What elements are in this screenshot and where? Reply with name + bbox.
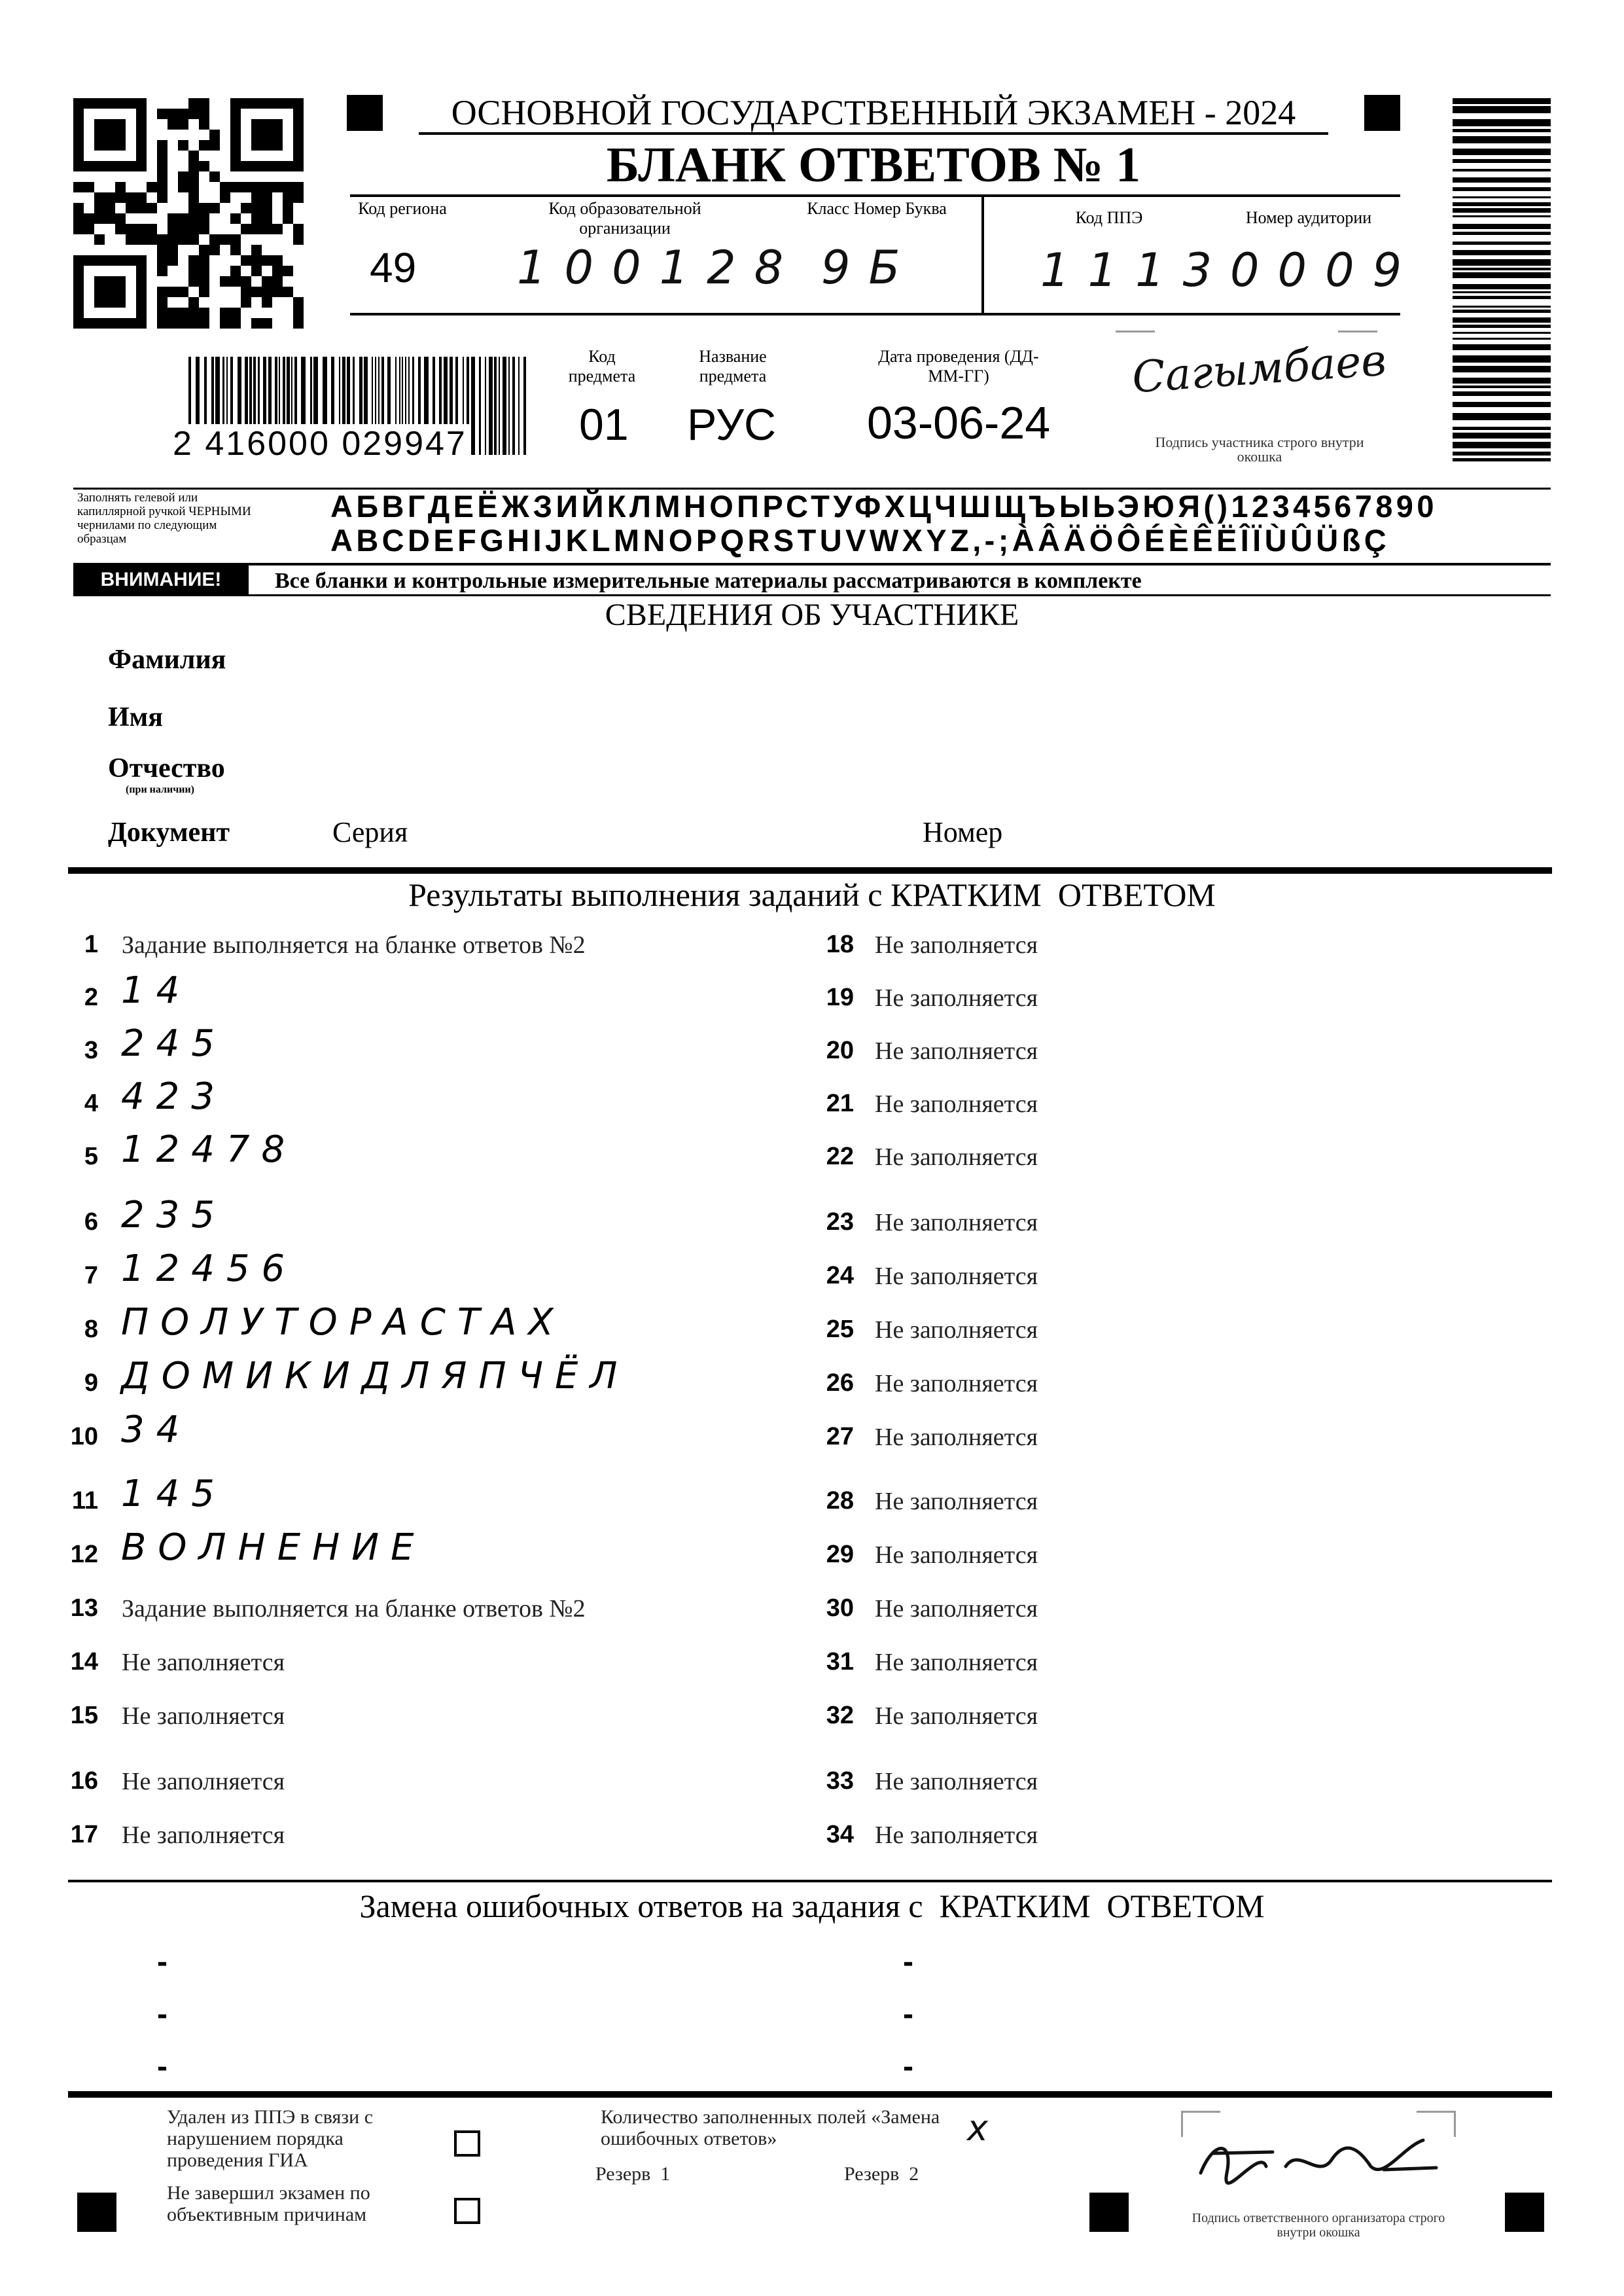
answer-number: 1 [84,931,98,958]
registration-mark-top-left [347,95,383,131]
signature-corner [1181,2111,1220,2113]
sample-instruction: Заполнять гелевой или капиллярной ручкой ЧЕРНЫМИ чернилами по следующим образцам [77,491,251,546]
not-finished-label: Не завершил экзамен по объективным причинам [167,2182,370,2225]
room-value: 0009 [1230,243,1421,297]
answer-row [815,1423,1403,1469]
surname-label: Фамилия [108,645,226,675]
answer-number: 24 [826,1262,854,1289]
replacement-field[interactable]: - [903,1945,913,1979]
document-label: Документ [108,817,230,848]
answer-handwritten[interactable]: ДОМИКИДЛЯПЧЁЛ [121,1355,629,1397]
subject-name-value: РУС [687,400,777,450]
answer-status-text: Не заполняется [875,1090,1038,1118]
answer-row [815,1541,1403,1587]
replacement-field[interactable]: - [903,2049,913,2084]
answer-row [815,1143,1403,1189]
answer-row [815,1262,1403,1308]
answer-handwritten[interactable]: 245 [121,1022,226,1065]
answer-handwritten[interactable]: 423 [121,1075,226,1118]
answer-number: 33 [826,1767,854,1795]
org-label: Код образовательной организации [548,199,701,238]
answer-number: 20 [826,1037,854,1064]
signature-corner [1116,331,1155,332]
registration-mark-bottom-center [1089,2193,1129,2232]
answer-row [59,1594,759,1640]
form-title: БЛАНК ОТВЕТОВ № 1 [606,137,1141,192]
answer-row [815,931,1403,977]
answer-number: 15 [70,1702,98,1729]
answer-row [815,1821,1403,1867]
answer-row [59,1128,759,1189]
answer-row [815,1037,1403,1083]
answer-number: 31 [826,1648,854,1676]
answer-number: 14 [70,1648,98,1676]
answer-number: 10 [70,1423,98,1450]
answer-handwritten[interactable]: ВОЛНЕНИЕ [121,1526,426,1569]
answer-status-text: Задание выполняется на бланке ответов №2 [122,1595,586,1623]
answer-number: 7 [84,1262,98,1289]
patronymic-note: (при наличии) [126,784,195,795]
sample-row-cyrillic: АБВГДЕЁЖЗИЙКЛМНОПРСТУФХЦЧШЩЪЫЬЭЮЯ()1234567890 [330,489,1438,524]
subject-code-value: 01 [579,400,629,450]
answer-status-text: Не заполняется [875,1263,1038,1290]
patronymic-label: Отчество [108,753,225,783]
fields-top-rule [350,194,1400,197]
ppe-value: 1113 [1040,243,1231,297]
answer-row [59,1767,759,1813]
fields-divider [981,194,984,315]
answer-handwritten[interactable]: 14 [121,969,192,1012]
class-value: 9Б [821,241,919,295]
series-label: Серия [332,816,408,848]
side-barcode [1453,98,1551,471]
answer-row [815,1767,1403,1813]
answer-status-text: Не заполняется [875,1316,1038,1344]
answer-handwritten[interactable]: 34 [121,1408,192,1451]
answer-number: 2 [84,984,98,1011]
organizer-signature-box[interactable] [1181,2111,1456,2209]
qr-code [73,98,304,329]
number-label: Номер [923,816,1003,848]
answer-status-text: Не заполняется [875,1821,1038,1849]
participant-signature-caption: Подпись участника строго внутри окошка [1155,434,1364,465]
answer-status-text: Не заполняется [875,1702,1038,1730]
replacement-field[interactable]: - [157,1945,168,1979]
answer-number: 21 [826,1090,854,1117]
answer-number: 28 [826,1487,854,1515]
organizer-signature-scribble [1188,2121,1449,2199]
footer-top-rule [68,2091,1552,2098]
registration-mark-top-right [1364,95,1400,131]
answer-number: 17 [70,1821,98,1848]
answer-number: 26 [826,1369,854,1397]
answer-status-text: Не заполняется [122,1821,285,1849]
date-value: 03-06-24 [867,397,1051,448]
answer-status-text: Не заполняется [875,1143,1038,1171]
signature-corner [1454,2111,1456,2137]
answer-status-text: Не заполняется [875,1370,1038,1397]
warning-text: Все бланки и контрольные измерительные материалы рассматриваются в комплекте [275,569,1142,593]
answer-handwritten[interactable]: 12456 [121,1247,297,1290]
ppe-label: Код ППЭ [1075,208,1143,227]
answer-number: 3 [84,1037,98,1064]
signature-corner [1417,2111,1456,2113]
answer-number: 13 [70,1594,98,1622]
answer-row [815,1090,1403,1136]
room-label: Номер аудитории [1245,208,1372,227]
answer-row [815,1702,1403,1748]
warning-bottom-rule [73,594,1551,596]
answer-number: 23 [826,1208,854,1236]
answer-row [815,984,1403,1030]
subject-code-label: Код предмета [568,347,636,386]
answer-handwritten[interactable]: 12478 [121,1128,297,1171]
participant-signature-box[interactable] [1116,331,1388,429]
removed-label: Удален из ППЭ в связи с нарушением порядка проведения ГИА [167,2106,374,2171]
answer-number: 16 [70,1767,98,1795]
signature-corner [1338,331,1377,332]
date-label: Дата проведения (ДД-ММ-ГГ) [878,347,1039,386]
sample-row-latin: ABCDEFGHIJKLMNOPQRSTUVWXYZ,-;ÀÂÄÖÔÉÈÊËÎÏÙÛÜßÇ [330,523,1390,558]
results-title: Результаты выполнения заданий с КРАТКИМ ОТВЕТОМ [408,876,1216,913]
answer-number: 19 [826,984,854,1011]
answer-status-text: Не заполняется [875,1488,1038,1515]
warning-top-rule [73,563,1551,565]
answer-number: 4 [84,1090,98,1117]
answer-status-text: Не заполняется [122,1702,285,1730]
answer-row [815,1594,1403,1640]
answer-row [59,1648,759,1694]
warning-badge: ВНИМАНИЕ! [73,565,249,594]
answer-row [59,1702,759,1748]
replacement-count-value: x [967,2108,988,2149]
not-finished-checkbox[interactable] [454,2198,480,2224]
answer-status-text: Не заполняется [875,1037,1038,1065]
answer-number: 30 [826,1594,854,1622]
answer-row [59,1526,759,1587]
organizer-signature-caption: Подпись ответственного организатора строго внутри окошка [1192,2211,1445,2240]
answer-status-text: Не заполняется [875,1541,1038,1569]
answer-status-text: Не заполняется [875,1768,1038,1795]
name-label: Имя [108,702,163,732]
answer-handwritten[interactable]: 235 [121,1194,226,1236]
answer-status-text: Не заполняется [875,1209,1038,1236]
org-value: 100128 [517,241,802,295]
removed-checkbox[interactable] [454,2130,480,2157]
class-label: Класс Номер Буква [807,199,947,218]
answer-number: 5 [84,1143,98,1170]
answer-row [59,1821,759,1867]
answer-number: 25 [826,1316,854,1343]
answer-number: 27 [826,1423,854,1450]
replacement-field[interactable]: - [903,1997,913,2032]
answer-status-text: Задание выполняется на бланке ответов №2 [122,931,586,959]
answer-number: 9 [84,1369,98,1397]
answer-number: 12 [70,1541,98,1568]
answer-status-text: Не заполняется [875,1595,1038,1623]
answer-status-text: Не заполняется [122,1768,285,1795]
answer-row [815,1648,1403,1694]
registration-mark-bottom-left [77,2193,116,2232]
answer-number: 34 [826,1821,854,1848]
answer-number: 22 [826,1143,854,1170]
answer-row [815,1369,1403,1415]
answer-number: 11 [71,1487,98,1515]
region-label: Код региона [358,199,447,218]
reserve-1-label: Резерв 1 [595,2163,671,2185]
replacement-count-label: Количество заполненных полей «Замена ошибочных ответов» [601,2106,940,2149]
answer-row [815,1208,1403,1254]
answer-status-text: Не заполняется [875,931,1038,959]
answer-handwritten[interactable]: ПОЛУТОРАСТАХ [121,1301,565,1344]
answer-number: 29 [826,1541,854,1568]
participant-section-title: СВЕДЕНИЯ ОБ УЧАСТНИКЕ [605,598,1019,632]
replacement-field[interactable]: - [157,1997,168,2032]
registration-mark-bottom-right [1505,2193,1544,2232]
replacement-title: Замена ошибочных ответов на задания с КРАТКИМ ОТВЕТОМ [359,1888,1265,1924]
replacement-field[interactable]: - [157,2049,168,2084]
answer-status-text: Не заполняется [875,984,1038,1012]
exam-title: ОСНОВНОЙ ГОСУДАРСТВЕННЫЙ ЭКЗАМЕН - 2024 [451,93,1296,132]
answer-row [59,1408,759,1469]
answer-number: 6 [84,1208,98,1236]
results-top-rule [68,867,1552,874]
answer-number: 18 [826,931,854,958]
barcode-number: 2 416000 029947 [169,424,471,463]
exam-title-underline [419,132,1328,135]
subject-name-label: Название предмета [699,347,767,386]
answer-row [815,1487,1403,1533]
participant-signature: Сагымбаев [1130,334,1388,403]
reserve-2-label: Резерв 2 [844,2163,919,2185]
signature-corner [1181,2111,1183,2137]
answer-handwritten[interactable]: 145 [121,1473,226,1515]
region-value: 49 [370,244,417,291]
answer-row [815,1316,1403,1361]
results-bottom-rule [68,1880,1552,1882]
fields-bottom-rule [350,313,1400,315]
answer-status-text: Не заполняется [875,1649,1038,1676]
answer-status-text: Не заполняется [122,1649,285,1676]
answer-number: 32 [826,1702,854,1729]
replacement-count-field[interactable] [962,2108,1008,2151]
answer-number: 8 [84,1316,98,1343]
answer-status-text: Не заполняется [875,1424,1038,1451]
